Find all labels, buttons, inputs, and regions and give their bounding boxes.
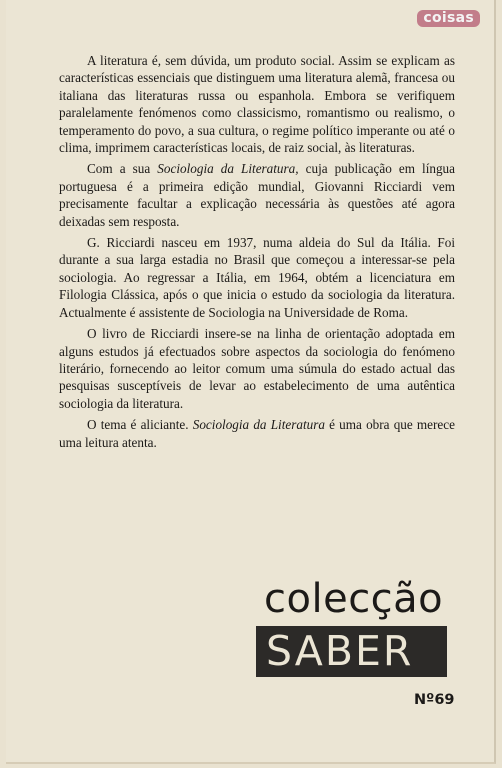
back-cover xyxy=(6,0,496,764)
blurb-paragraph xyxy=(59,234,455,321)
series-name-line1: colecção xyxy=(264,580,444,622)
series-name-line2: SABER xyxy=(266,627,414,675)
paragraph-text: O livro de Ricciardi insere-se na linha de orientação adoptada em alguns estudos já efectuados sobre aspectos da sociologia do fenómeno literário, fornecendo ao leitor comum uma súmula do estado actual das pesquisas susceptíveis de levar ao estabelecimento de uma autêntica sociologia da literatura. xyxy=(59,326,455,411)
watermark-logo: coisas xyxy=(417,10,480,27)
issue-number: Nº69 xyxy=(414,692,455,708)
paragraph-text: é uma obra que merece uma leitura atenta. xyxy=(59,417,455,450)
blurb-paragraph xyxy=(59,416,455,451)
blurb-paragraph xyxy=(59,52,455,156)
series-logo-box xyxy=(256,580,447,677)
paragraph-text: Com a sua xyxy=(87,161,158,177)
blurb-text xyxy=(59,52,455,455)
series-logo-top-band xyxy=(256,580,447,628)
blurb-paragraph xyxy=(59,160,455,230)
paragraph-text: A literatura é, sem dúvida, um produto social. Assim se explicam as características essenciais que distinguem uma literatura alemã, francesa ou italiana das literaturas russa ou espanhola. Embora se verifiquem paralelamente fenómenos como classicismo, romantismo ou realismo, o temperamento do povo, a sua cultura, o regime político imperante ou até o clima, imprimem características locais, de raiz social, às literaturas. xyxy=(59,53,455,156)
book-title-italic: Sociologia da Literatura, xyxy=(157,161,299,177)
paragraph-text: cuja publicação em língua portuguesa é a primeira edição mundial, Giovanni Ricciardi vem precisamente facultar a explicação necessária às questões até agora deixadas sem resposta. xyxy=(59,161,455,229)
blurb-paragraph xyxy=(59,325,455,412)
paragraph-text: G. Ricciardi nasceu em 1937, numa aldeia do Sul da Itália. Foi durante a sua larga estadia no Brasil que começou a interessar-se pela sociologia. Ao regressar a Itália, em 1964, obtém a licenciatura em Filologia Clássica, após o que inicia o estudo da sociologia da literatura. Actualmente é assistente de Sociologia na Universidade de Roma. xyxy=(59,235,455,320)
paragraph-text: O tema é aliciante. xyxy=(87,417,193,433)
book-title-italic: Sociologia da Literatura xyxy=(192,417,325,433)
